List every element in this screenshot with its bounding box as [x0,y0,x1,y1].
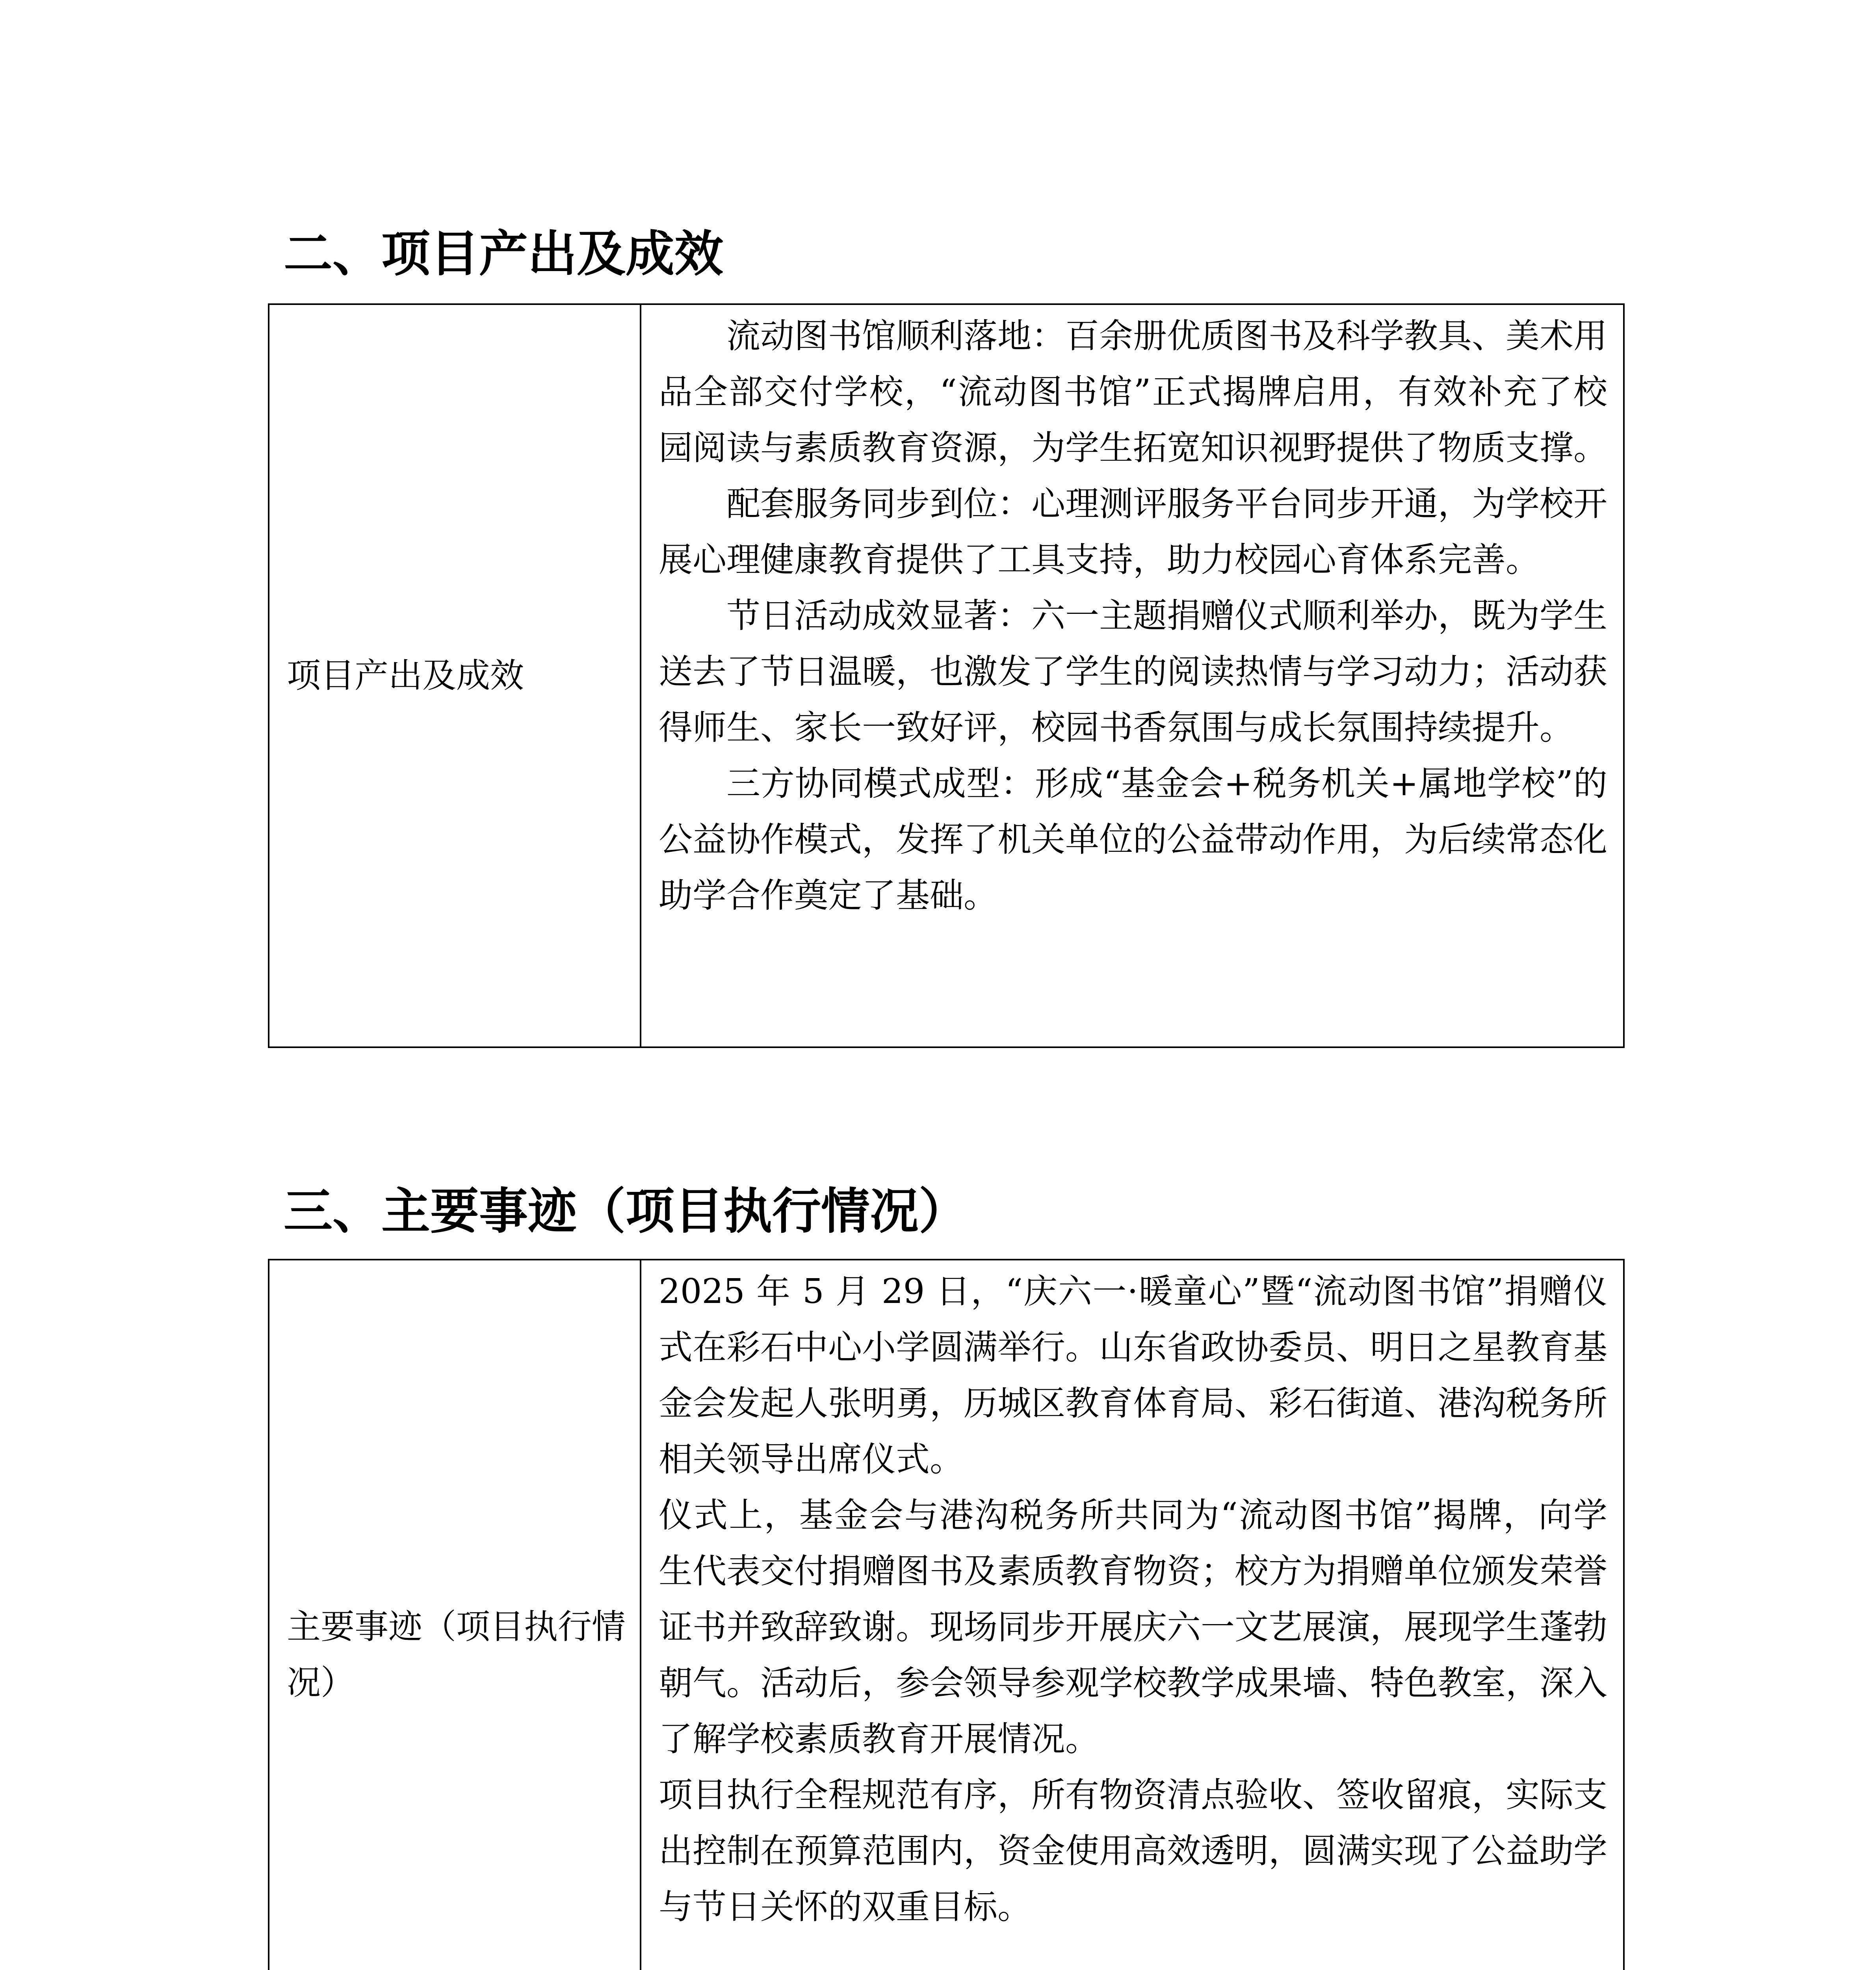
outputs-paragraph: 三方协同模式成型：形成“基金会+税务机关+属地学校”的公益协作模式，发挥了机关单位的公益带动作用，为后续常态化助学合作奠定了基础。 [659,764,1607,915]
section-heading-outputs: 二、项目产出及成效 [284,226,724,282]
outputs-paragraph: 节日活动成效显著：六一主题捐赠仪式顺利举办，既为学生送去了节日温暖，也激发了学生的阅读热情与学习动力；活动获得师生、家长一致好评，校园书香氛围与成长氛围持续提升。 [659,596,1607,747]
outputs-content [641,304,1624,1047]
section-heading-main-deeds: 三、主要事迹（项目执行情况） [284,1183,968,1240]
main-deeds-paragraph: 项目执行全程规范有序，所有物资清点验收、签收留痕，实际支出控制在预算范围内，资金使用高效透明，圆满实现了公益助学与节日关怀的双重目标。 [659,1775,1607,1927]
main-deeds-label: 主要事迹（项目执行情况） [269,1260,641,1970]
main-deeds-paragraph: 仪式上，基金会与港沟税务所共同为“流动图书馆”揭牌，向学生代表交付捐赠图书及素质教育物资；校方为捐赠单位颁发荣誉证书并致辞致谢。现场同步开展庆六一文艺展演，展现学生蓬勃朝气。活动后，参会领导参观学校教学成果墙、特色教室，深入了解学校素质教育开展情况。 [659,1496,1607,1759]
outputs-label: 项目产出及成效 [269,304,641,1047]
table-row [269,304,1624,1047]
table-row [269,1260,1624,1970]
outputs-table [268,303,1625,1048]
outputs-paragraph: 配套服务同步到位：心理测评服务平台同步开通，为学校开展心理健康教育提供了工具支持，助力校园心育体系完善。 [659,484,1607,580]
main-deeds-table [268,1259,1625,1970]
main-deeds-paragraph: 2025 年 5 月 29 日，“庆六一·暖童心”暨“流动图书馆”捐赠仪式在彩石中心小学圆满举行。山东省政协委员、明日之星教育基金会发起人张明勇，历城区教育体育局、彩石街道、港沟税务所相关领导出席仪式。 [659,1272,1607,1479]
main-deeds-content [641,1260,1624,1970]
outputs-paragraph: 流动图书馆顺利落地：百余册优质图书及科学教具、美术用品全部交付学校，“流动图书馆”正式揭牌启用，有效补充了校园阅读与素质教育资源，为学生拓宽知识视野提供了物质支撑。 [659,316,1607,468]
